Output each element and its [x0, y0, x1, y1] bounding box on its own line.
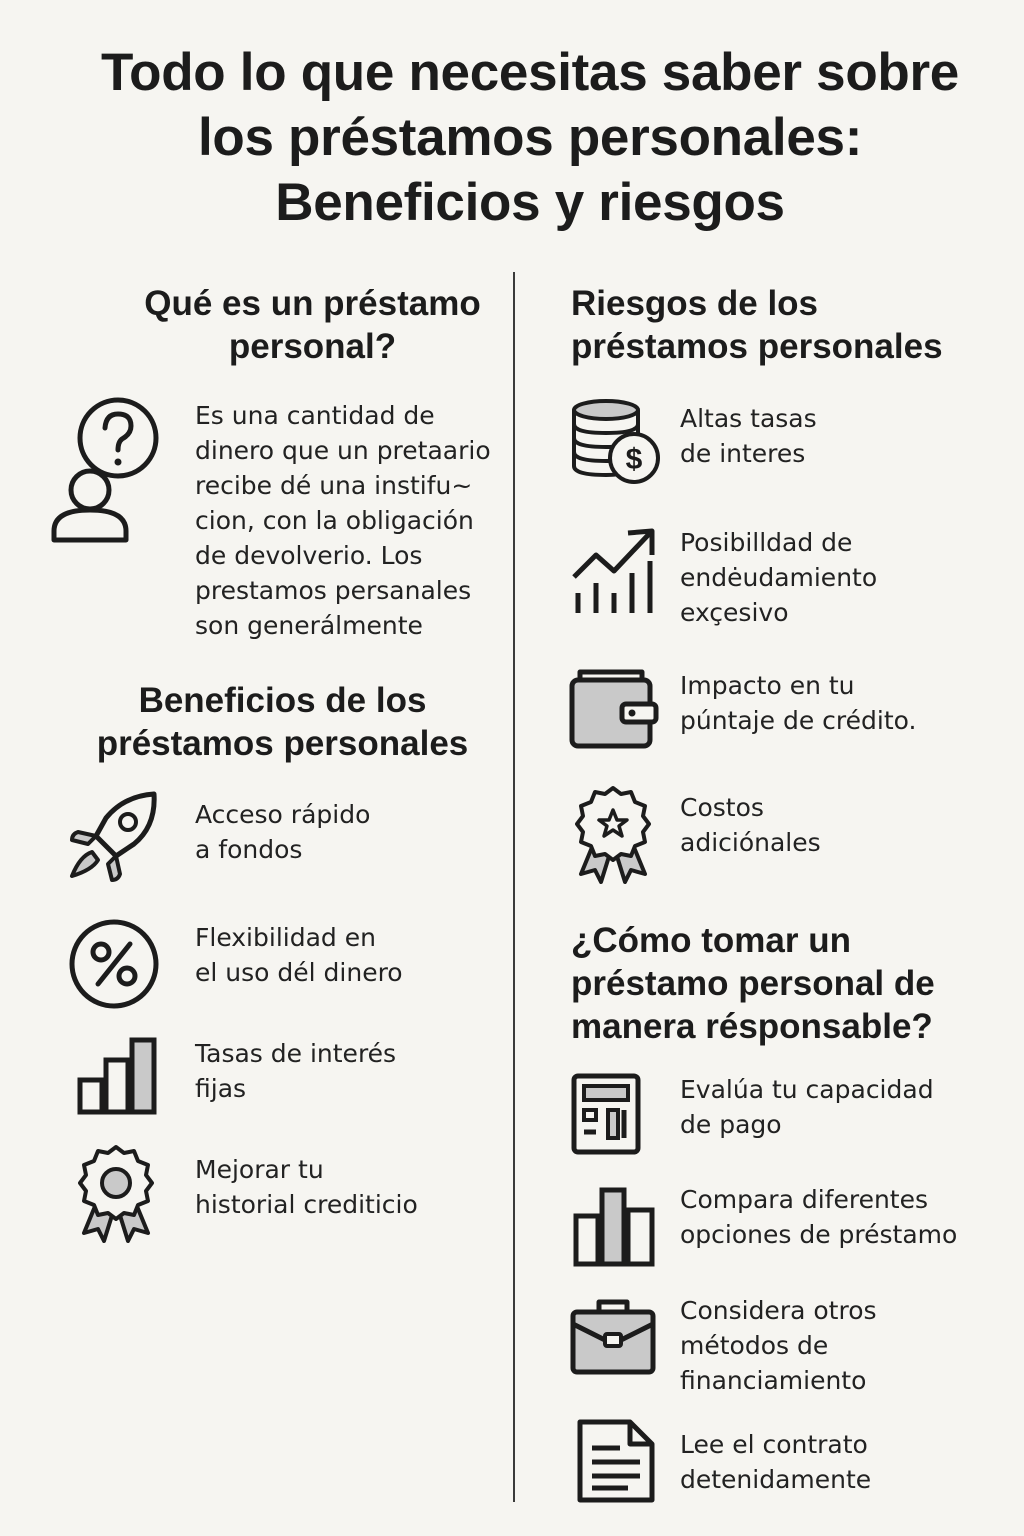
benefit-item-3: Tasas de interés fijas	[195, 1039, 397, 1103]
risk-item-1: Altas tasas de interes	[680, 404, 817, 468]
responsible-item-1: Evalúa tu capacidad de pago	[680, 1075, 934, 1139]
bar-chart-icon	[76, 1036, 160, 1116]
benefits-heading: Beneficios de los préstamos personales	[96, 681, 469, 763]
title-line-3: Beneficios y riesgos	[275, 173, 785, 232]
calculator-icon	[570, 1072, 642, 1156]
star-award-icon	[573, 784, 653, 884]
risk-item-4: Costos adiciónales	[680, 793, 821, 857]
responsible-item-2: Compara diferentes opciones de préstamo	[680, 1185, 958, 1249]
benefit-item-1: Acceso rápido a fondos	[195, 800, 371, 864]
responsible-item-3: Considera otros métodos de financiamiento	[680, 1296, 877, 1395]
benefit-item-2: Flexibilidad en el uso dél dinero	[195, 923, 403, 987]
wallet-icon	[568, 668, 660, 750]
svg-text:$: $	[625, 443, 643, 476]
risk-item-2: Posibilldad de endėudamiento exçesivo	[680, 528, 878, 627]
award-ribbon-icon	[76, 1143, 156, 1243]
title-line-1: Todo lo que necesitas saber sobre	[101, 43, 959, 102]
coins-dollar-icon	[570, 398, 662, 488]
percent-icon	[68, 918, 160, 1010]
what-is-description: Es una cantidad de dinero que un pretaario recibe dé una instifu~ cion, con la obligación de devolverio. Los prestamos persanales son generálmente	[195, 401, 491, 640]
benefit-item-4: Mejorar tu historial crediticio	[195, 1155, 418, 1219]
title-line-2: los préstamos personales:	[197, 108, 863, 167]
growth-chart-icon	[570, 527, 660, 619]
rocket-icon	[66, 790, 161, 885]
responsible-item-4: Lee el contrato detenidamente	[680, 1430, 872, 1494]
briefcase-icon	[569, 1296, 657, 1378]
responsible-heading: ¿Cómo tomar un préstamo personal de manera résponsable?	[571, 921, 935, 1046]
question-person-icon	[50, 396, 162, 546]
column-divider	[513, 272, 515, 1502]
page-title	[40, 40, 1020, 235]
what-is-heading: Qué es un préstamo personal?	[144, 284, 481, 366]
compare-bars-icon	[572, 1186, 658, 1268]
risk-item-3: Impacto en tu púntaje de crédito.	[680, 671, 917, 735]
risks-heading: Riesgos de los préstamos personales	[571, 284, 943, 366]
document-icon	[576, 1418, 656, 1504]
